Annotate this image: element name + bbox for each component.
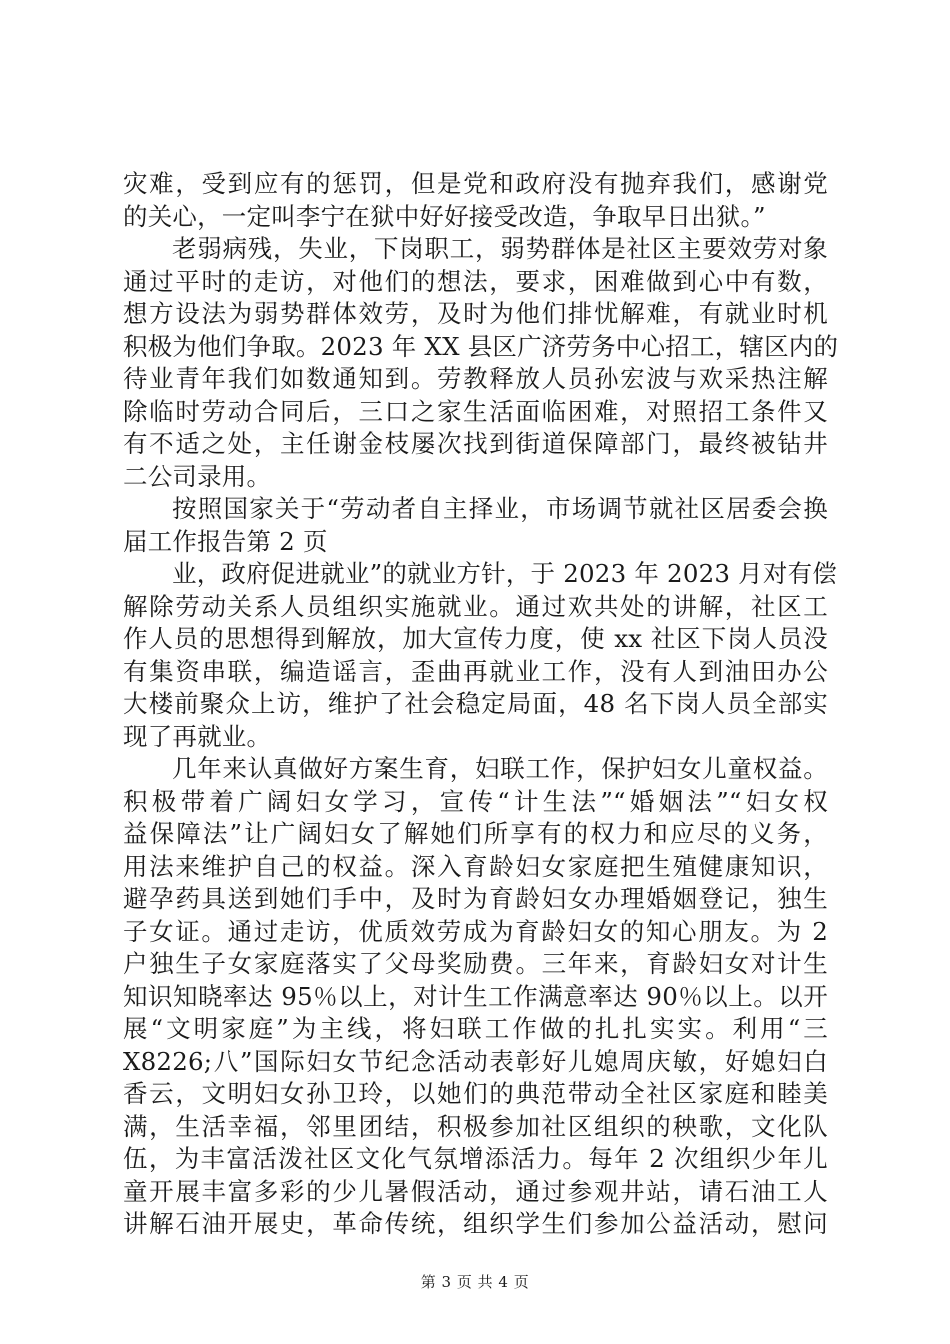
text-line: 积极带着广阔妇女学习，宣传“计生法”“婚姻法”“妇女权 — [123, 786, 828, 816]
text-line: 用法来维护自己的权益。深入育龄妇女家庭把生殖健康知识， — [123, 851, 828, 881]
text-line: 香云，文明妇女孙卫玲，以她们的典范带动全社区家庭和睦美 — [123, 1079, 828, 1108]
text-line: 有不适之处，主任谢金枝屡次找到街道保障部门，最终被钻井 — [123, 429, 828, 458]
text-line: 老弱病残，失业，下岗职工，弱势群体是社区主要效劳对象 — [172, 234, 828, 263]
page-number: 第 3 页 共 4 页 — [420, 1273, 530, 1291]
text-line: 按照国家关于“劳动者自主择业，市场调节就社区居委会换 — [172, 494, 828, 523]
text-line: 大楼前聚众上访，维护了社会稳定局面，48 名下岗人员全部实 — [123, 689, 828, 718]
text-line: 积极为他们争取。2023 年 XX 县区广济劳务中心招工，辖区内的 — [123, 331, 839, 361]
text-line: 满，生活幸福，邻里团结，积极参加社区组织的秧歌，文化队 — [123, 1111, 828, 1141]
text-line: 子女证。通过走访，优质效劳成为育龄妇女的知心朋友。为 2 — [123, 916, 828, 946]
text-line: 届工作报告第 2 页 — [123, 526, 328, 556]
text-line: 除临时劳动合同后，三口之家生活面临困难，对照招工条件又 — [123, 396, 828, 426]
text-line: 待业青年我们如数通知到。劳教释放人员孙宏波与欢采热注解 — [123, 364, 828, 393]
text-line: 几年来认真做好方案生育，妇联工作，保护妇女儿童权益。 — [172, 754, 828, 783]
text-line: 益保障法”让广阔妇女了解她们所享有的权力和应尽的义务， — [123, 819, 828, 848]
text-line: 的关心，一定叫李宁在狱中好好接受改造，争取早日出狱。” — [123, 201, 766, 231]
text-line: 知识知晓率达 95％以上，对计生工作满意率达 90％以上。以开 — [123, 981, 828, 1011]
text-line: 现了再就业。 — [123, 721, 272, 751]
text-line: 有集资串联，编造谣言，歪曲再就业工作，没有人到油田办公 — [123, 656, 828, 686]
text-line: 伍，为丰富活泼社区文化气氛增添活力。每年 2 次组织少年儿 — [123, 1144, 828, 1173]
text-line: 灾难，受到应有的惩罚，但是党和政府没有抛弃我们，感谢党 — [123, 169, 828, 198]
text-line: 户独生子女家庭落实了父母奖励费。三年来，育龄妇女对计生 — [123, 949, 828, 978]
text-line: 业，政府促进就业”的就业方针，于 2023 年 2023 月对有偿 — [172, 559, 837, 588]
text-line: 展“文明家庭”为主线，将妇联工作做的扎扎实实。利用“三 — [123, 1014, 828, 1043]
document-body — [123, 168, 839, 1241]
text-line: 通过平时的走访，对他们的想法，要求，困难做到心中有数， — [123, 266, 828, 296]
page-footer — [0, 1271, 950, 1292]
text-line: X8226;八”国际妇女节纪念活动表彰好儿媳周庆敏，好媳妇白 — [123, 1046, 828, 1076]
text-line: 避孕药具送到她们手中，及时为育龄妇女办理婚姻登记，独生 — [123, 884, 828, 913]
text-line: 想方设法为弱势群体效劳，及时为他们排忧解难，有就业时机 — [123, 299, 828, 328]
text-line: 童开展丰富多彩的少儿暑假活动，通过参观井站，请石油工人 — [123, 1176, 828, 1206]
text-line: 讲解石油开展史，革命传统，组织学生们参加公益活动，慰问 — [123, 1209, 828, 1238]
text-line: 解除劳动关系人员组织实施就业。通过欢共处的讲解，社区工 — [123, 591, 828, 621]
text-line: 作人员的思想得到解放，加大宣传力度，使 xx 社区下岗人员没 — [123, 624, 828, 653]
text-line: 二公司录用。 — [123, 461, 272, 491]
